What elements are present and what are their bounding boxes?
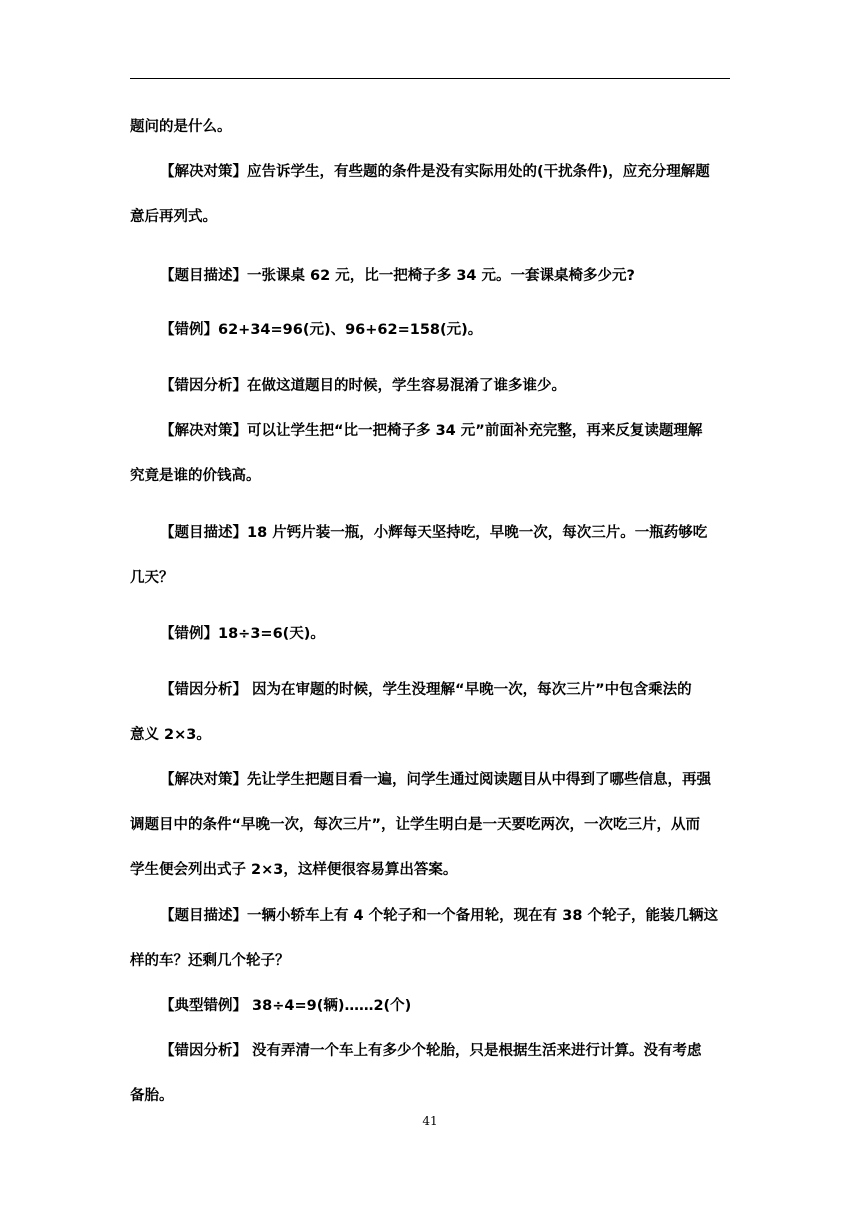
text-line: 【错例】18÷3=6(天)。 xyxy=(160,626,325,642)
text-line: 意义 2×3。 xyxy=(130,727,211,743)
text-line: 【解决对策】应告诉学生，有些题的条件是没有实际用处的(干扰条件)，应充分理解题 xyxy=(160,164,710,180)
text-line: 【解决对策】先让学生把题目看一遍，问学生通过阅读题目从中得到了哪些信息，再强 xyxy=(160,772,711,788)
text-line: 调题目中的条件“早晚一次，每次三片”，让学生明白是一天要吃两次，一次吃三片，从而 xyxy=(130,817,701,833)
text-line: 【题目描述】一张课桌 62 元，比一把椅子多 34 元。一套课桌椅多少元? xyxy=(160,268,635,284)
text-line: 学生便会列出式子 2×3，这样便很容易算出答案。 xyxy=(130,862,458,878)
text-line: 【错因分析】在做这道题目的时候，学生容易混淆了谁多谁少。 xyxy=(160,378,566,394)
text-line: 【错因分析】 因为在审题的时候，学生没理解“早晚一次，每次三片”中包含乘法的 xyxy=(160,682,692,698)
text-line: 【错例】62+34=96(元)、96+62=158(元)。 xyxy=(160,322,483,338)
text-line: 【题目描述】一辆小轿车上有 4 个轮子和一个备用轮，现在有 38 个轮子，能装几辆这 xyxy=(160,908,718,924)
text-line: 【题目描述】18 片钙片装一瓶，小辉每天坚持吃，早晚一次，每次三片。一瓶药够吃 xyxy=(160,525,708,541)
text-line: 【错因分析】 没有弄清一个车上有多少个轮胎，只是根据生活来进行计算。没有考虑 xyxy=(160,1043,702,1059)
text-line: 几天？ xyxy=(130,570,174,586)
text-line: 意后再列式。 xyxy=(130,209,217,225)
header-rule xyxy=(130,78,730,79)
text-line: 样的车？还剩几个轮子？ xyxy=(130,953,290,969)
text-line: 【典型错例】 38÷4=9(辆)……2(个) xyxy=(160,998,412,1014)
text-line: 【解决对策】可以让学生把“比一把椅子多 34 元”前面补充完整，再来反复读题理解 xyxy=(160,423,703,439)
text-line: 备胎。 xyxy=(130,1088,174,1104)
text-line: 究竟是谁的价钱高。 xyxy=(130,468,261,484)
page-number: 41 xyxy=(422,1114,438,1128)
text-line: 题问的是什么。 xyxy=(130,119,232,135)
